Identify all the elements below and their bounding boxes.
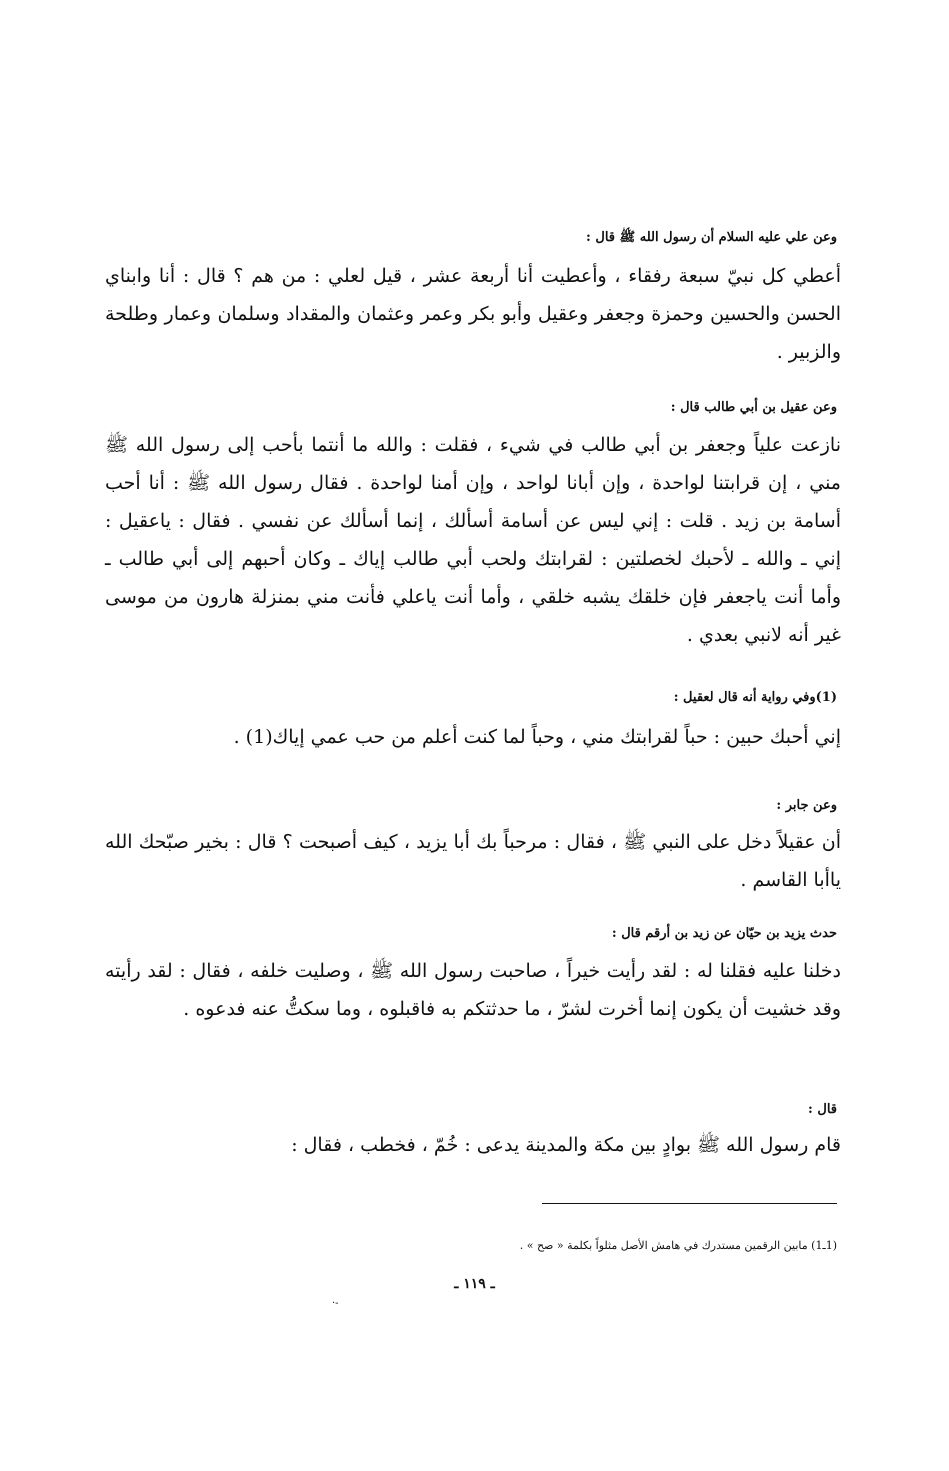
section-1-text: أعطي كل نبيّ سبعة رفقاء ، وأعطيت أنا أربعة عشر ، قيل لعلي : من هم ؟ قال : أنا وابناي الحسن والحسين وحمزة وجعفر وعقيل وأبو بكر وعمر وعثمان والمقداد وسلمان وعمار وطلحة والزبير . xyxy=(105,265,841,363)
section-4-heading: وعن جابر : xyxy=(776,798,837,813)
section-3-text: إني أحبك حبين : حباً لقرابتك مني ، وحباً لما كنت أعلم من حب عمي إياك(1) . xyxy=(233,726,841,748)
section-6-heading: قال : xyxy=(808,1102,837,1117)
stray-mark: ·- xyxy=(332,1298,339,1309)
section-2-text: نازعت علياً وجعفر بن أبي طالب في شيء ، فقلت : والله ما أنتما بأحب إلى رسول الله ﷺ مني ، إن قرابتنا لواحدة ، وإن أبانا لواحد ، وإن أمنا لواحدة . فقال رسول الله ﷺ : أنا أحب أسامة بن زيد . قلت : إني ليس عن أسامة أسألك ، إنما أسألك عن نفسي . فقال : ياعقيل : إني ـ والله ـ لأحبك لخصلتين : لقرابتك ولحب أبي طالب إياك ـ وكان أحبهم إلى أبي طالب ـ وأما أنت ياجعفر فإن خلقك يشبه خلقي ، وأما أنت ياعلي فأنت مني بمنزلة هارون من موسى غير أنه لانبي بعدي . xyxy=(105,434,841,646)
section-4-body xyxy=(105,823,841,899)
section-6-body xyxy=(105,1126,841,1164)
footnote: (1ـ1) مابين الرقمين مستدرك في هامش الأصل مثلواً بكلمة « صح » . xyxy=(519,1239,837,1252)
section-2-heading: وعن عقيل بن أبي طالب قال : xyxy=(670,400,837,415)
section-2-body xyxy=(105,426,841,654)
section-5-text: دخلنا عليه فقلنا له : لقد رأيت خيراً ، صاحبت رسول الله ﷺ ، وصليت خلفه ، فقال : لقد رأيته وقد خشيت أن يكون إنما أخرت لشرّ ، ما حدثتكم به فاقبلوه ، وما سكتُّ عنه فدعوه . xyxy=(105,960,841,1020)
section-3-heading: (1)وفي رواية أنه قال لعقيل : xyxy=(673,690,837,705)
section-1-body xyxy=(105,257,841,371)
page-number: ـ ١١٩ ـ xyxy=(454,1276,495,1292)
section-4-text: أن عقيلاً دخل على النبي ﷺ ، فقال : مرحباً بك أبا يزيد ، كيف أصبحت ؟ قال : بخير صبّحك الله ياأبا القاسم . xyxy=(105,831,841,891)
footnote-divider xyxy=(542,1203,837,1204)
section-5-heading: حدث يزيد بن حيّان عن زيد بن أرقم قال : xyxy=(611,926,837,941)
section-5-body xyxy=(105,952,841,1028)
section-6-text: قام رسول الله ﷺ بوادٍ بين مكة والمدينة يدعى : خُمّ ، فخطب ، فقال : xyxy=(291,1134,841,1156)
section-3-body xyxy=(105,718,841,756)
section-1-heading: وعن علي عليه السلام أن رسول الله ﷺ قال : xyxy=(586,230,837,245)
